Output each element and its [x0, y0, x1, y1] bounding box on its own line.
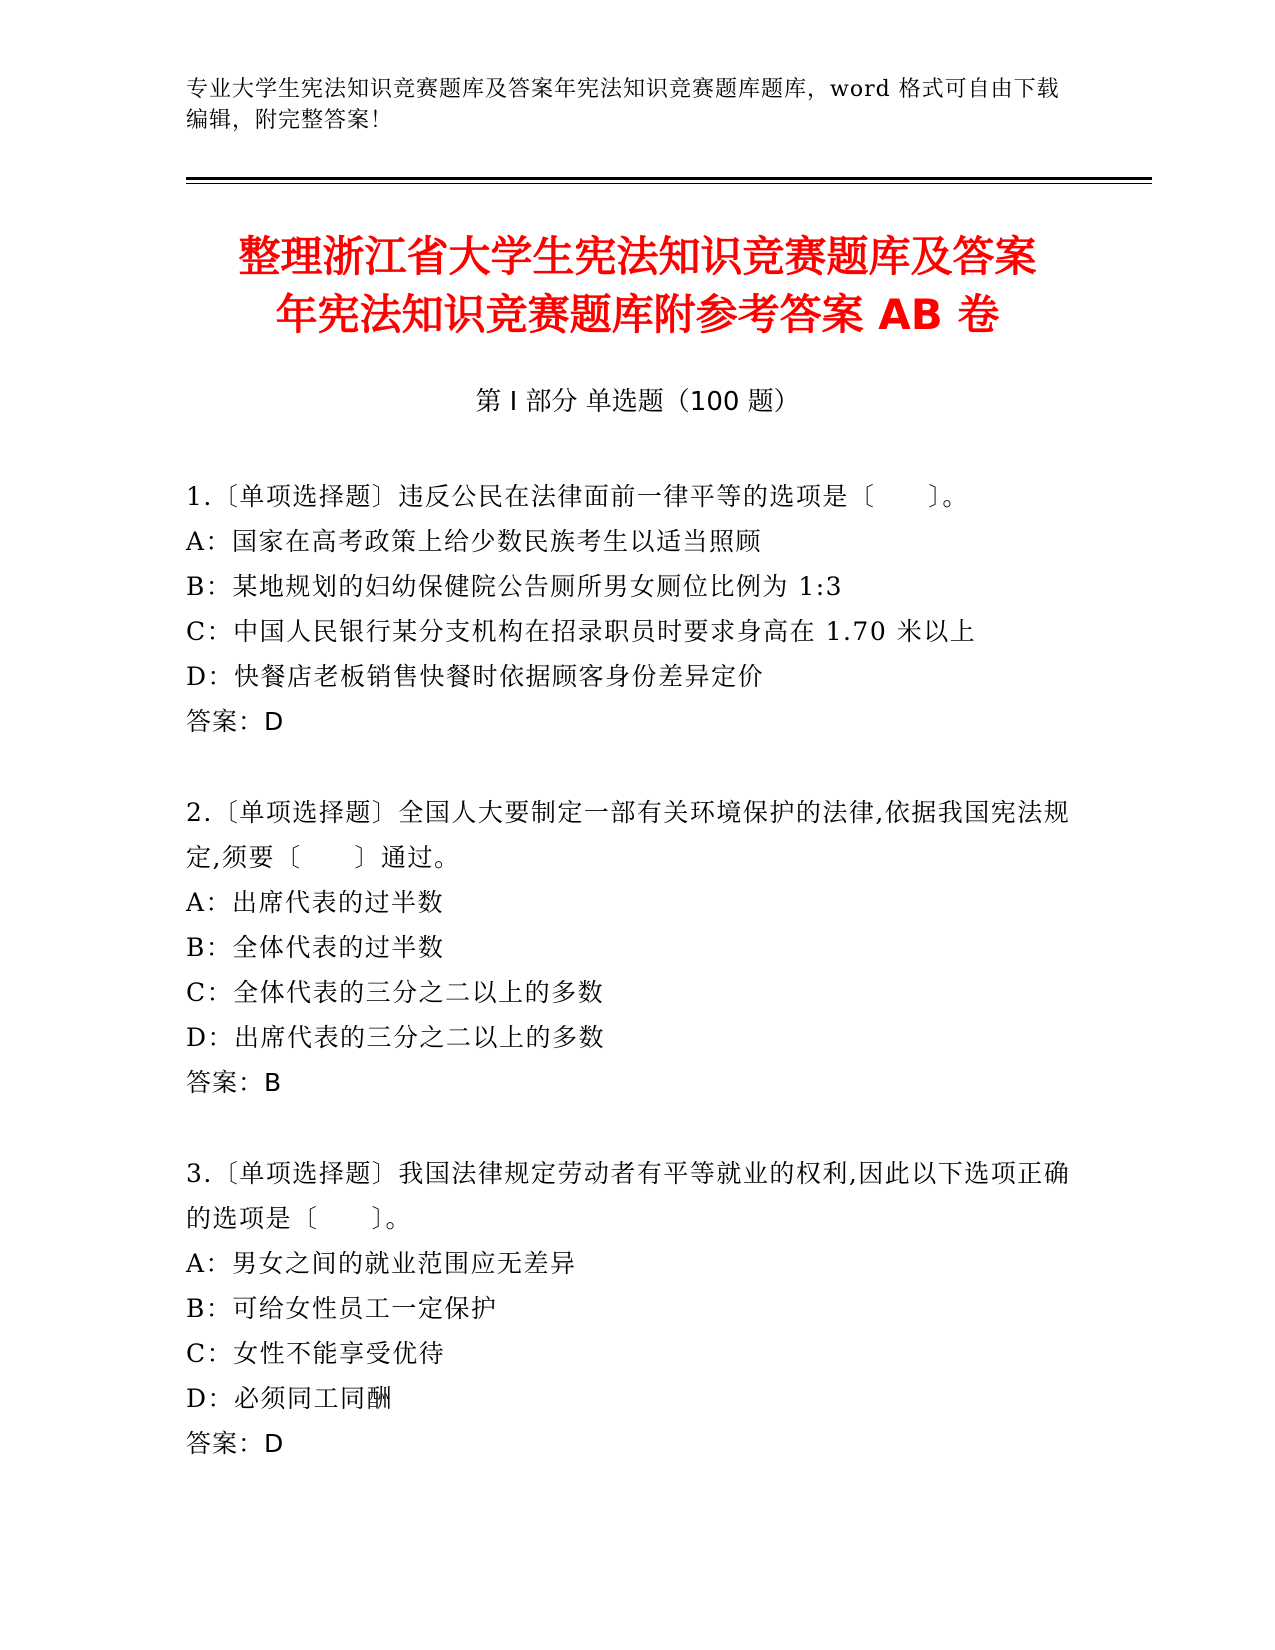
answer-line: 答案：D — [186, 1429, 285, 1458]
question-stem: 1.〔单项选择题〕违反公民在法律面前一律平等的选项是〔 〕。 — [186, 482, 969, 511]
option-c: C：女性不能享受优待 — [186, 1339, 446, 1368]
title-line-1: 整理浙江省大学生宪法知识竞赛题库及答案 — [238, 232, 1037, 281]
question-list — [186, 474, 1086, 1512]
header-divider-thick — [186, 177, 1152, 180]
answer-line: 答案：B — [186, 1068, 283, 1097]
document-title — [150, 228, 1125, 344]
title-line-2: 年宪法知识竞赛题库附参考答案 AB 卷 — [275, 290, 1000, 339]
option-c: C：全体代表的三分之二以上的多数 — [186, 978, 605, 1007]
option-b: B：某地规划的妇幼保健院公告厕所男女厕位比例为 1:3 — [186, 572, 844, 601]
question-1 — [186, 474, 1086, 744]
option-c: C：中国人民银行某分支机构在招录职员时要求身高在 1.70 米以上 — [186, 617, 977, 646]
question-stem: 3.〔单项选择题〕我国法律规定劳动者有平等就业的权利,因此以下选项正确的选项是〔 〕。 — [186, 1159, 1071, 1233]
option-d: D：出席代表的三分之二以上的多数 — [186, 1023, 606, 1052]
option-a: A：男女之间的就业范围应无差异 — [186, 1249, 577, 1278]
question-stem: 2.〔单项选择题〕全国人大要制定一部有关环境保护的法律,依据我国宪法规定,须要〔 〕通过。 — [186, 798, 1071, 872]
option-d: D：必须同工同酬 — [186, 1384, 394, 1413]
option-b: B：全体代表的过半数 — [186, 933, 445, 962]
section-title: 第 I 部分 单选题（100 题） — [475, 387, 800, 417]
option-a: A：国家在高考政策上给少数民族考生以适当照顾 — [186, 527, 763, 556]
question-3 — [186, 1151, 1086, 1466]
header-divider-thin — [186, 183, 1152, 184]
option-b: B：可给女性员工一定保护 — [186, 1294, 498, 1323]
option-d: D：快餐店老板销售快餐时依据顾客身份差异定价 — [186, 662, 765, 691]
question-2 — [186, 790, 1086, 1105]
option-a: A：出席代表的过半数 — [186, 888, 445, 917]
answer-line: 答案：D — [186, 707, 285, 736]
header-note: 专业大学生宪法知识竞赛题库及答案年宪法知识竞赛题库题库，word 格式可自由下载编辑，附完整答案！ — [186, 77, 1060, 133]
